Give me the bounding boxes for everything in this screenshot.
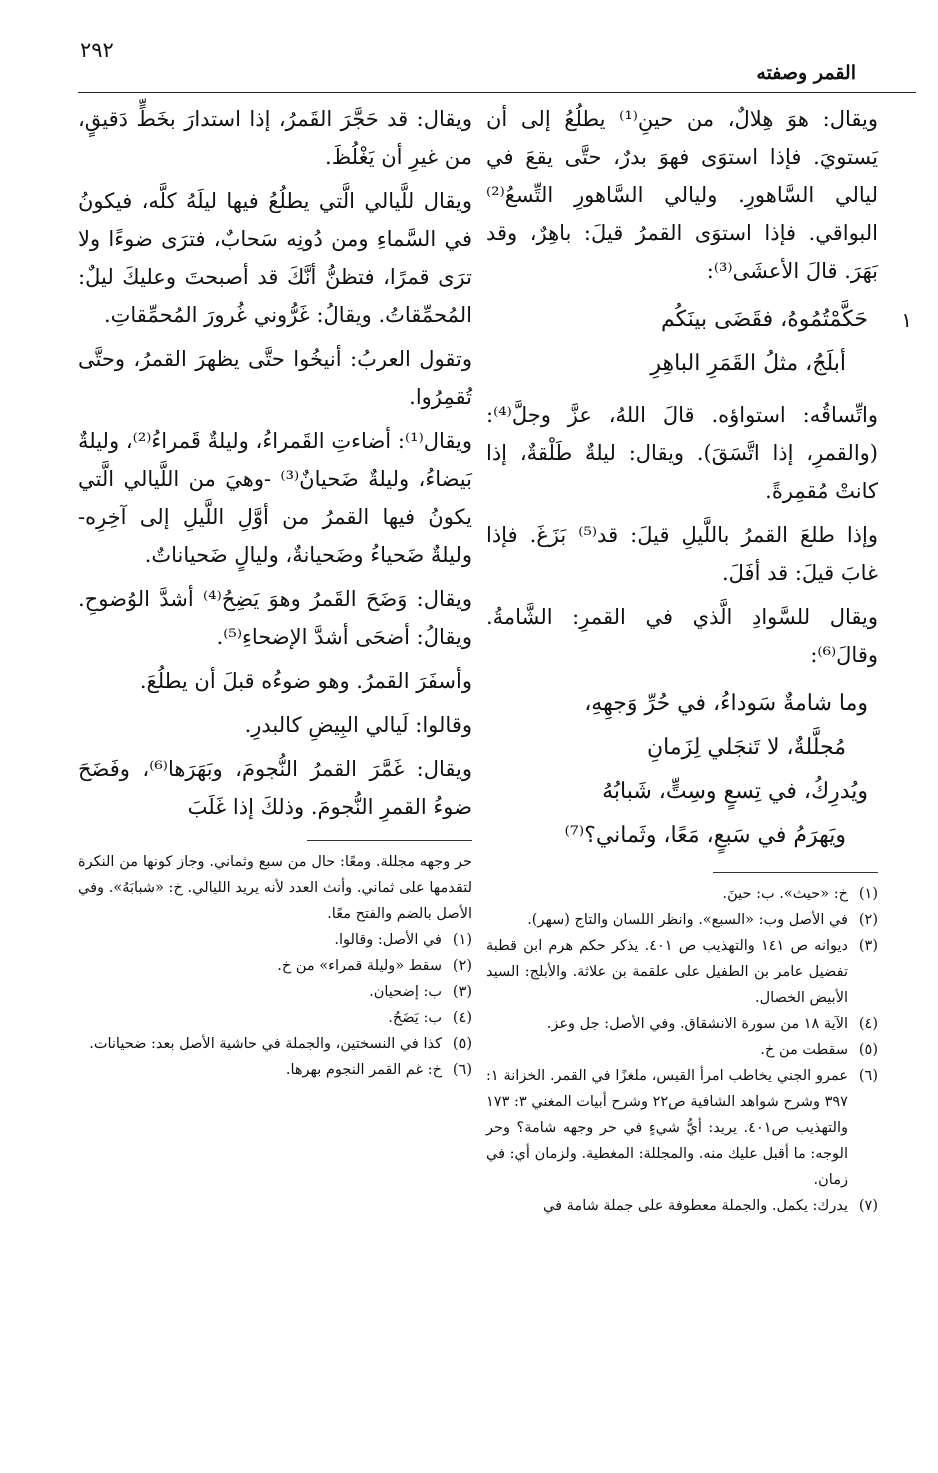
footnote-number: (٣) xyxy=(452,984,472,1000)
right-footnotes xyxy=(486,881,878,1219)
paragraph: ويقال للَّيالي الَّتي يطلُعُ فيها ليلَهُ كلَّه، فيكونُ في السَّماءِ ومن دُونِه سَحابٌ، فترَى ضوءًا ولا ترَى قمرًا، فتظنُّ أنَّكَ قد أصبحتَ وعليكَ ليلٌ: المُحمِّقاتُ. ويقالُ: غَرُّوني غُرورَ المُحمِّقاتِ. xyxy=(78,189,472,327)
paragraph: وإذا طلعَ القمرُ باللَّيلِ قيلَ: قد⁽⁵⁾ بَزَغَ. فإذا غابَ قيلَ: قد أفَلَ. xyxy=(486,523,878,585)
footnote-number: (٣) xyxy=(858,938,878,954)
left-column xyxy=(78,100,472,1083)
footnote-number: (١) xyxy=(858,886,878,902)
paragraph: ويقال: هوَ هِلالٌ، من حينِ⁽¹⁾ يطلُعُ إلى أن يَستويَ. فإذا استوَى فهوَ بدرٌ، حتَّى يقعَ في ليالي السَّاهورِ. وليالي السَّاهورِ التِّسعُ⁽²⁾ البواقي. فإذا استوَى القمرُ قيلَ: باهِرٌ، وقد بَهَرَ. قالَ الأعشَى⁽³⁾: xyxy=(486,107,878,283)
footnote-text: يدرك: يكمل. والجملة معطوفة على جملة شامة في xyxy=(543,1198,848,1214)
footnote-number: (٤) xyxy=(452,1010,472,1026)
footnote-text: الآية ١٨ من سورة الانشقاق. وفي الأصل: جل وعز. xyxy=(546,1016,848,1032)
paragraph: ويقال⁽¹⁾: أضاءتِ القَمراءُ، وليلةٌ قَمراءُ⁽²⁾، وليلةٌ بَيضاءُ، وليلةٌ ضَحيانٌ⁽³⁾ -وهيَ من اللَّيالي الَّتي يكونُ فيها القمرُ من أوَّلِ اللَّيلِ إلى آخِرِه- وليلةٌ ضَحياءُ وضَحيانةٌ، وليالٍ ضَحياناتٌ. xyxy=(78,429,473,567)
right-column xyxy=(486,100,912,1219)
paragraph: واتِّساقُه: استواؤه. قالَ اللهُ، عزَّ وجلَّ⁽⁴⁾: (والقمرِ، إذا اتَّسَقَ). ويقال: ليلةٌ طَلْقةٌ، إذا كانتْ مُقمِرةً. xyxy=(486,403,878,503)
footnote-text: خ: غم القمر النجوم بهرها. xyxy=(285,1062,442,1078)
footnote-number: (٧) xyxy=(858,1198,878,1214)
paragraph: ويقال: وَضَحَ القَمرُ وهوَ يَضِحُ⁽⁴⁾ أشدَّ الوُضوحِ. ويقالُ: أضحَى أشدَّ الإضحاءِ⁽⁵⁾. xyxy=(78,587,472,649)
paragraph: ويقال للسَّوادِ الَّذي في القمرِ: الشَّامةُ. وقالَ⁽⁶⁾: xyxy=(486,605,878,667)
footnote-number: (١) xyxy=(452,932,472,948)
poem-hemistich: أبلَجُ، مثلُ القَمَرِ الباهِرِ xyxy=(650,351,846,376)
footnote-number: (٢) xyxy=(452,958,472,974)
footnote-rule xyxy=(307,840,472,841)
left-body-text xyxy=(78,100,472,826)
paragraph: وأسفَرَ القمرُ. وهو ضوءُه قبلَ أن يطلُعَ. xyxy=(139,669,472,693)
footnote-number: (٥) xyxy=(858,1042,878,1058)
poem-verse xyxy=(486,298,912,386)
footnote-text: ديوانه ص ١٤١ والتهذيب ص ٤٠١. يذكر حكم هرم ابن قطبة تفضيل عامر بن الطفيل على علقمة بن علاثة. والأبلج: السيد الأبيض الخصال. xyxy=(486,938,848,1006)
footnote xyxy=(486,1063,878,1193)
footnote-number: (٥) xyxy=(452,1036,472,1052)
footnote-rule xyxy=(713,872,878,873)
footnote-number: (٦) xyxy=(858,1068,878,1084)
footnote-text: في الأصل: وقالوا. xyxy=(334,932,442,948)
footnote-text: خ: «حيث». ب: حينَ. xyxy=(722,886,848,902)
footnote-number: (٢) xyxy=(858,912,878,928)
footnote xyxy=(486,907,878,933)
footnote-continuation: حر وجهه مجللة. ومعًا: حال من سبع وثماني. وجاز كونها من النكرة لتقدمها على ثماني. وأنث العدد لأنه يريد الليالي. خ: «شبابَهُ». وفي الأصل بالضم والفتح معًا. xyxy=(78,854,472,922)
footnote-text: سقط «وليلة قمراء» من خ. xyxy=(277,958,442,974)
left-footnotes xyxy=(78,849,472,1083)
footnote xyxy=(78,1057,472,1083)
footnote-number: (٦) xyxy=(452,1062,472,1078)
footnote xyxy=(486,1193,878,1219)
poem-hemistich: ويَهرَمُ في سَبعٍ، مَعًا، وثَماني؟⁽⁷⁾ xyxy=(564,823,846,848)
footnote-text: عمرو الجني يخاطب امرأ القيس، ملغزًا في القمر. الخزانة ١: ٣٩٧ وشرح شواهد الشافية ص٢٢ وشرح أبيات المغني ٣: ١٧٣ والتهذيب ص٤٠١. يريد: أيُّ شيءٍ في حر وجهه شامة؟ وحر الوجه: ما أقبل عليك منه. والمجللة: المغطية. ولزمان أي: في زمان. xyxy=(486,1068,848,1188)
footnote xyxy=(78,1031,472,1057)
footnote xyxy=(78,953,472,979)
poem-hemistich: وما شامةٌ سَوداءُ، في حُرِّ وَجهِهِ، xyxy=(584,691,868,716)
poem-hemistich: مُجلَّلةٌ، لا تَنجَلي لِزَمانِ xyxy=(646,735,846,760)
footnote xyxy=(486,1037,878,1063)
paragraph: وقالوا: لَيالي البِيضِ كالبدرِ. xyxy=(244,713,472,737)
page-number: ٢٩٢ xyxy=(80,38,114,62)
footnote-text: ب: إضحيان. xyxy=(369,984,442,1000)
poem-verses xyxy=(486,682,878,858)
paragraph: ويقال: غَمَّرَ القمرُ النُّجومَ، وبَهَرَها⁽⁶⁾، وفَضَحَ ضوءُ القمرِ النُّجومَ. وذلكَ إذا غَلَبَ xyxy=(78,757,472,819)
header-rule xyxy=(78,92,916,93)
right-body-text xyxy=(486,100,912,858)
footnote-text: في الأصل وب: «السبع». وانظر اللسان والتاج (سهر). xyxy=(527,912,848,928)
footnote xyxy=(78,927,472,953)
running-title: القمر وصفته xyxy=(756,62,856,84)
footnote-text: ب: يَضَحُ. xyxy=(388,1010,442,1026)
footnote xyxy=(78,1005,472,1031)
footnote xyxy=(78,979,472,1005)
footnote-text: سقطت من خ. xyxy=(760,1042,848,1058)
footnote xyxy=(486,881,878,907)
poem-hemistich: حَكَّمْتُمُوهُ، فقَضَى بينَكُم xyxy=(660,307,868,332)
verse-number: ١ xyxy=(901,308,912,332)
paragraph: وتقول العربُ: أنيخُوا حتَّى يظهرَ القمرُ، وحتَّى تُقمِرُوا. xyxy=(78,347,472,409)
footnote xyxy=(486,933,878,1011)
footnote-number: (٤) xyxy=(858,1016,878,1032)
footnote-text: كذا في النسختين، والجملة في حاشية الأصل بعد: ضحيانات. xyxy=(89,1036,442,1052)
footnote xyxy=(486,1011,878,1037)
paragraph: ويقال: قد حَجَّرَ القَمرُ، إذا استدارَ بخَطٍّ دَقيقٍ، من غيرِ أن يَغْلُظَ. xyxy=(78,107,472,169)
poem-hemistich: ويُدرِكُ، في تِسعٍ وسِتٍّ، شَبابُهُ xyxy=(602,779,868,804)
